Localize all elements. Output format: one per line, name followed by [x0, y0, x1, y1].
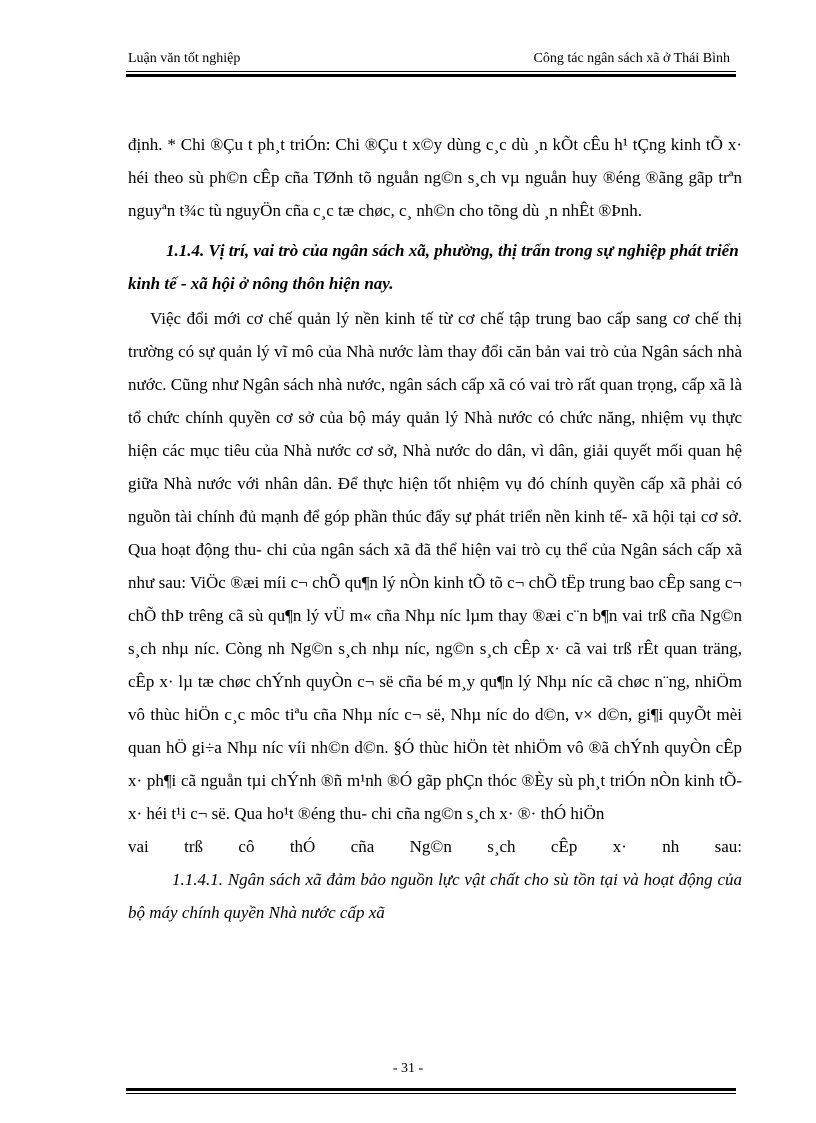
paragraph-2: Việc đổi mới cơ chế quản lý nền kinh tế từ cơ chế tập trung bao cấp sang cơ chế thị trường có sự quản lý vĩ mô của Nhà nước làm thay đổi căn bản vai trò của Ngân sách nhà nước. Cũng như Ngân sách nhà nước, ngân sách cấp xã có vai trò rất quan trọng, cấp xã là tổ chức chính quyền cơ sở của bộ máy quản lý Nhà nước có chức năng, nhiệm vụ thực hiện các mục tiêu của Nhà nước cơ sở, Nhà nước do dân, vì dân, giải quyết mối quan hệ giữa Nhà nước với nhân dân. Để thực hiện tốt nhiệm vụ đó chính quyền cấp xã phải có nguồn tài chính đủ mạnh để góp phần thúc đẩy sự phát triển nền kinh tế- xã hội tại cơ sở. Qua hoạt động thu- chi của ngân sách xã đã thể hiện vai trò cụ thể của Ngân sách cấp xã như sau: ViÖc ®æi míi c¬ chÕ qu¶n lý nÒn kinh tÕ tõ c¬ chÕ tËp trung bao cÊp sang c¬ chÕ thÞ trêng cã sù qu¶n lý vÜ m« cña Nhµ níc lµm thay ®æi c¨n b¶n vai trß cña Ng©n s¸ch nhµ níc. Còng nh Ng©n s¸ch nhµ níc, ng©n s¸ch cÊp x· cã vai trß rÊt quan träng, cÊp x· lµ tæ chøc chÝnh quyÒn c¬ së cña bé m¸y qu¶n lý Nhµ níc cã chøc n¨ng, nhiÖm vô thùc hiÖn c¸c môc tiªu cña Nhµ níc c¬ së, Nhµ níc do d©n, v× d©n, gi¶i quyÕt mèi quan hÖ gi÷a Nhµ níc víi nh©n d©n. §Ó thùc hiÖn tèt nhiÖm vô ®ã chÝnh quyÒn cÊp x· ph¶i cã nguån tµi chÝnh ®ñ m¹nh ®Ó gãp phÇn thóc ®Èy sù ph¸t triÓn nÒn kinh tÕ- x· héi t¹i c¬ së. Qua ho¹t ®éng thu- chi cña ng©n s¸ch x· ®· thÓ hiÖn: [128, 309, 742, 823]
page-number: - 31 -: [392, 1061, 424, 1076]
header-rule-thin: [126, 71, 736, 72]
paragraph-2-last-line: vai trß cô thÓ cña Ng©n s¸ch cÊp x· nh sau:: [128, 837, 742, 856]
footer-rule-thin: [126, 1093, 736, 1094]
footer-rule-thick: [126, 1088, 736, 1091]
header-rule-thick: [126, 74, 736, 77]
paragraph-1: định. * Chi ®Çu t ph¸t triÓn: Chi ®Çu t x©y dùng c¸c dù ¸n kÕt cÊu h¹ tÇng kinh tÕ x· héi theo sù ph©n cÊp cña TØnh tõ nguån ng©n s¸ch vµ nguån huy ®éng ®ãng gãp trªn nguyªn t¾c tù nguyÖn cña c¸c tæ chøc, c¸ nh©n cho tõng dù ¸n nhÊt ®Þnh.: [128, 135, 742, 220]
section-heading: 1.1.4. Vị trí, vai trò của ngân sách xã, phường, thị trấn trong sự nghiệp phát triển kinh tế - xã hội ở nông thôn hiện nay.: [128, 241, 739, 293]
header-right-title: Công tác ngân sách xã ở Thái Bình: [533, 51, 730, 66]
subsection-heading: 1.1.4.1. Ngân sách xã đảm bảo nguồn lực vật chất cho sù tồn tại và hoạt động của bộ máy chính quyền Nhà nước cấp xã: [128, 870, 742, 922]
page-body: [128, 128, 742, 929]
header-left-title: Luận văn tốt nghiệp: [128, 51, 241, 66]
page-header: [128, 47, 732, 71]
